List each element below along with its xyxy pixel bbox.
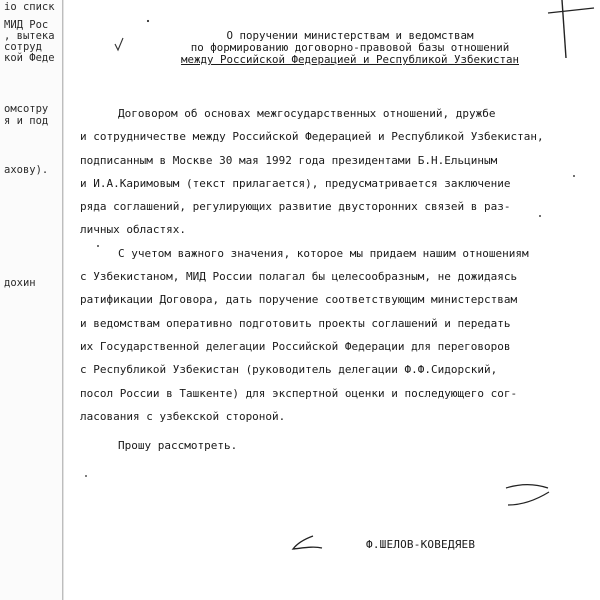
fragment-line: io списк	[4, 1, 55, 13]
pen-stroke-vertical	[562, 0, 566, 58]
paragraph-line: и И.А.Каримовым (текст прилагается), предусматривается заключение	[80, 176, 511, 190]
fragment-line: дохин	[4, 277, 36, 289]
pen-stroke-horizontal	[548, 8, 594, 13]
title-line-underlined: между Российской Федерацией и Республикой Узбекистан	[180, 53, 519, 66]
speck	[539, 215, 541, 217]
paragraph-line: и сотрудничестве между Российской Федерацией и Республикой Узбекистан,	[80, 130, 544, 144]
paragraph-line: ратификации Договора, дать поручение соответствующим министерствам	[80, 293, 518, 307]
paragraph-line: и ведомствам оперативно подготовить проекты соглашений и передать	[80, 316, 511, 330]
paragraph-line: с Республикой Узбекистан (руководитель делегации Ф.Ф.Сидорский,	[80, 363, 498, 377]
paragraph-line: С учетом важного значения, которое мы придаем нашим отношениям	[118, 246, 529, 260]
paragraph-line: Прошу рассмотреть.	[118, 439, 238, 453]
fragment-line: я и под	[4, 115, 49, 127]
speck	[573, 175, 575, 177]
fragment-line: , вытека	[4, 30, 55, 42]
fragment-line: омсотру	[4, 103, 49, 115]
signature-scribble-icon	[293, 536, 322, 549]
title-line: по формированию договорно-правовой базы отношений	[190, 41, 510, 54]
paragraph-line: личных областях.	[80, 223, 186, 237]
paragraph-line: ласования с узбекской стороной.	[80, 409, 286, 423]
paragraph-line: ряда соглашений, регулирующих развитие двусторонних связей в раз-	[80, 200, 511, 214]
speck	[97, 245, 99, 247]
pen-scribble-icon	[506, 485, 549, 505]
paragraph-line: посол России в Ташкенте) для экспертной оценки и последующего сог-	[80, 386, 518, 400]
speck	[147, 20, 149, 22]
paragraph-line: подписанным в Москве 30 мая 1992 года президентами Б.Н.Ельциным	[80, 153, 498, 167]
paragraph-line: с Узбекистаном, МИД России полагал бы целесообразным, не дожидаясь	[80, 270, 518, 284]
speck	[85, 475, 87, 477]
paragraph-line: Договором об основах межгосударственных отношений, дружбе	[118, 107, 496, 120]
check-mark-icon	[115, 38, 123, 50]
fragment-line: ахову).	[4, 164, 49, 176]
fragment-line: МИД Рос	[4, 19, 49, 31]
paragraph-line: их Государственной делегации Российской Федерации для переговоров	[80, 339, 511, 353]
signature-name: Ф.ШЕЛОВ-КОВЕДЯЕВ	[366, 538, 476, 551]
fragment-line: кой Феде	[4, 52, 55, 64]
fragment-line: сотруд	[4, 41, 42, 53]
title-line: О поручении министерствам и ведомствам	[226, 29, 474, 42]
